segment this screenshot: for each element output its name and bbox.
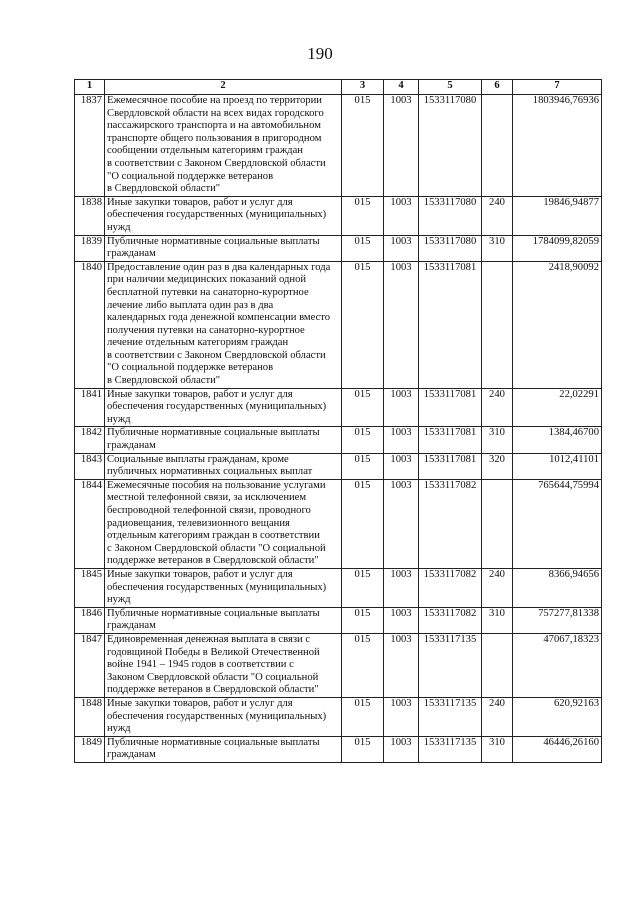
description-line: лечение либо выплата один раз в два: [107, 299, 274, 311]
table-row: [75, 95, 602, 197]
description-line: обеспечения государственных (муниципальных): [107, 581, 327, 593]
row-number: 1849: [75, 736, 105, 762]
table-row: [75, 479, 602, 568]
row-number: 1846: [75, 607, 105, 633]
description-line: транспорте общего пользования в пригородном: [107, 132, 322, 144]
expense-type-code: 240: [482, 568, 513, 607]
section-code: 1003: [384, 736, 419, 762]
section-code: 1003: [384, 95, 419, 197]
section-code: 1003: [384, 568, 419, 607]
row-number: 1845: [75, 568, 105, 607]
row-description: [105, 427, 342, 453]
description-line: в соответствии с Законом Свердловской области: [107, 349, 326, 361]
header-row: [75, 80, 602, 95]
amount: 765644,75994: [513, 479, 602, 568]
expense-type-code: [482, 479, 513, 568]
table-row: [75, 633, 602, 697]
table-row: [75, 261, 602, 388]
target-article-code: 1533117135: [419, 736, 482, 762]
row-description: [105, 697, 342, 736]
amount: 2418,90092: [513, 261, 602, 388]
ministry-code: 015: [342, 261, 384, 388]
table-row: [75, 388, 602, 427]
expense-type-code: [482, 95, 513, 197]
row-description: [105, 736, 342, 762]
amount: 620,92163: [513, 697, 602, 736]
description-line: Иные закупки товаров, работ и услуг для: [107, 568, 293, 580]
description-line: пассажирского транспорта и на автомобильном: [107, 120, 321, 132]
description-line: нужд: [107, 594, 131, 606]
target-article-code: 1533117135: [419, 697, 482, 736]
target-article-code: 1533117080: [419, 235, 482, 261]
description-line: нужд: [107, 723, 131, 735]
target-article-code: 1533117081: [419, 427, 482, 453]
ministry-code: 015: [342, 479, 384, 568]
expense-type-code: [482, 633, 513, 697]
description-line: отдельным категориям граждан в соответствии: [107, 530, 320, 542]
section-code: 1003: [384, 235, 419, 261]
amount: 19846,94877: [513, 196, 602, 235]
row-number: 1841: [75, 388, 105, 427]
section-code: 1003: [384, 388, 419, 427]
ministry-code: 015: [342, 633, 384, 697]
expense-type-code: 310: [482, 607, 513, 633]
row-number: 1847: [75, 633, 105, 697]
row-description: [105, 388, 342, 427]
description-line: обеспечения государственных (муниципальных): [107, 401, 327, 413]
ministry-code: 015: [342, 736, 384, 762]
column-header: 4: [384, 80, 419, 95]
description-line: "О социальной поддержке ветеранов: [107, 362, 274, 374]
target-article-code: 1533117082: [419, 479, 482, 568]
description-line: радиовещания, телевизионного вещания: [107, 517, 290, 529]
ministry-code: 015: [342, 196, 384, 235]
ministry-code: 015: [342, 95, 384, 197]
description-line: в Свердловской области": [107, 183, 221, 195]
row-description: [105, 196, 342, 235]
description-line: гражданам: [107, 248, 156, 260]
ministry-code: 015: [342, 697, 384, 736]
row-number: 1840: [75, 261, 105, 388]
description-line: в Свердловской области": [107, 375, 221, 387]
description-line: обеспечения государственных (муниципальных): [107, 209, 327, 221]
row-number: 1848: [75, 697, 105, 736]
table-row: [75, 427, 602, 453]
row-number: 1838: [75, 196, 105, 235]
amount: 47067,18323: [513, 633, 602, 697]
amount: 1803946,76936: [513, 95, 602, 197]
amount: 1384,46700: [513, 427, 602, 453]
target-article-code: 1533117080: [419, 95, 482, 197]
expense-type-code: 310: [482, 427, 513, 453]
section-code: 1003: [384, 697, 419, 736]
description-line: гражданам: [107, 749, 156, 761]
description-line: лечение отдельным категориям граждан: [107, 337, 289, 349]
description-line: в соответствии с Законом Свердловской области: [107, 157, 326, 169]
amount: 1012,41101: [513, 453, 602, 479]
ministry-code: 015: [342, 453, 384, 479]
target-article-code: 1533117081: [419, 261, 482, 388]
description-line: Публичные нормативные социальные выплаты: [107, 427, 320, 439]
section-code: 1003: [384, 633, 419, 697]
column-header: 7: [513, 80, 602, 95]
target-article-code: 1533117082: [419, 568, 482, 607]
description-line: обеспечения государственных (муниципальных): [107, 710, 327, 722]
table-row: [75, 453, 602, 479]
ministry-code: 015: [342, 568, 384, 607]
description-line: беспроводной телефонной связи, проводного: [107, 505, 311, 516]
table-body: [75, 95, 602, 763]
expense-type-code: 240: [482, 196, 513, 235]
section-code: 1003: [384, 479, 419, 568]
description-line: Единовременная денежная выплата в связи с: [107, 633, 311, 645]
description-line: нужд: [107, 413, 131, 425]
target-article-code: 1533117081: [419, 453, 482, 479]
column-header: 6: [482, 80, 513, 95]
description-line: Публичные нормативные социальные выплаты: [107, 235, 320, 247]
description-line: сообщении отдельным категориям граждан: [107, 145, 303, 157]
row-number: 1844: [75, 479, 105, 568]
description-line: публичных нормативных социальных выплат: [107, 466, 313, 478]
expense-type-code: 320: [482, 453, 513, 479]
table-row: [75, 196, 602, 235]
description-line: Иные закупки товаров, работ и услуг для: [107, 388, 293, 400]
table-row: [75, 235, 602, 261]
column-header: 3: [342, 80, 384, 95]
ministry-code: 015: [342, 235, 384, 261]
page-number: 190: [307, 44, 333, 63]
budget-table: [74, 79, 602, 763]
description-line: при наличии медицинских показаний одной: [107, 274, 307, 286]
section-code: 1003: [384, 196, 419, 235]
description-line: бесплатной путевки на санаторно-курортное: [107, 286, 309, 298]
ministry-code: 015: [342, 427, 384, 453]
description-line: календарных года денежной компенсации вместо: [107, 312, 331, 324]
description-line: поддержке ветеранов в Свердловской области": [107, 684, 319, 696]
description-line: гражданам: [107, 620, 156, 632]
description-line: с Законом Свердловской области "О социальной: [107, 542, 326, 554]
description-line: годовщиной Победы в Великой Отечественной: [107, 646, 320, 658]
row-number: 1842: [75, 427, 105, 453]
description-line: гражданам: [107, 440, 156, 452]
description-line: Публичные нормативные социальные выплаты: [107, 607, 320, 619]
section-code: 1003: [384, 453, 419, 479]
expense-type-code: 310: [482, 235, 513, 261]
expense-type-code: 240: [482, 388, 513, 427]
section-code: 1003: [384, 607, 419, 633]
section-code: 1003: [384, 427, 419, 453]
row-description: [105, 261, 342, 388]
description-line: местной телефонной связи, за исключением: [107, 492, 307, 504]
row-description: [105, 607, 342, 633]
amount: 22,02291: [513, 388, 602, 427]
column-header: 5: [419, 80, 482, 95]
ministry-code: 015: [342, 388, 384, 427]
ministry-code: 015: [342, 607, 384, 633]
description-line: Ежемесячное пособие на проезд по территории: [107, 95, 322, 106]
amount: 8366,94656: [513, 568, 602, 607]
description-line: Иные закупки товаров, работ и услуг для: [107, 697, 293, 709]
description-line: Социальные выплаты гражданам, кроме: [107, 453, 289, 465]
row-description: [105, 235, 342, 261]
column-header: 2: [105, 80, 342, 95]
row-description: [105, 453, 342, 479]
target-article-code: 1533117135: [419, 633, 482, 697]
description-line: Публичные нормативные социальные выплаты: [107, 736, 320, 748]
description-line: Ежемесячные пособия на пользование услугами: [107, 479, 326, 491]
expense-type-code: [482, 261, 513, 388]
target-article-code: 1533117082: [419, 607, 482, 633]
row-number: 1839: [75, 235, 105, 261]
description-line: войне 1941 – 1945 годов в соответствии с: [107, 659, 294, 671]
table-row: [75, 697, 602, 736]
amount: 757277,81338: [513, 607, 602, 633]
row-number: 1837: [75, 95, 105, 197]
description-line: получения путевки на санаторно-курортное: [107, 324, 305, 336]
row-description: [105, 95, 342, 197]
amount: 1784099,82059: [513, 235, 602, 261]
target-article-code: 1533117081: [419, 388, 482, 427]
row-description: [105, 633, 342, 697]
row-description: [105, 479, 342, 568]
description-line: поддержке ветеранов в Свердловской области": [107, 555, 319, 567]
description-line: "О социальной поддержке ветеранов: [107, 170, 274, 182]
section-code: 1003: [384, 261, 419, 388]
table-row: [75, 736, 602, 762]
description-line: Иные закупки товаров, работ и услуг для: [107, 196, 293, 208]
description-line: Свердловской области на всех видах городского: [107, 107, 324, 119]
row-number: 1843: [75, 453, 105, 479]
table-row: [75, 568, 602, 607]
column-header: 1: [75, 80, 105, 95]
row-description: [105, 568, 342, 607]
table-row: [75, 607, 602, 633]
description-line: нужд: [107, 221, 131, 233]
expense-type-code: 240: [482, 697, 513, 736]
amount: 46446,26160: [513, 736, 602, 762]
description-line: Предоставление один раз в два календарных года: [107, 261, 331, 273]
expense-type-code: 310: [482, 736, 513, 762]
target-article-code: 1533117080: [419, 196, 482, 235]
description-line: Законом Свердловской области "О социальной: [107, 671, 319, 683]
